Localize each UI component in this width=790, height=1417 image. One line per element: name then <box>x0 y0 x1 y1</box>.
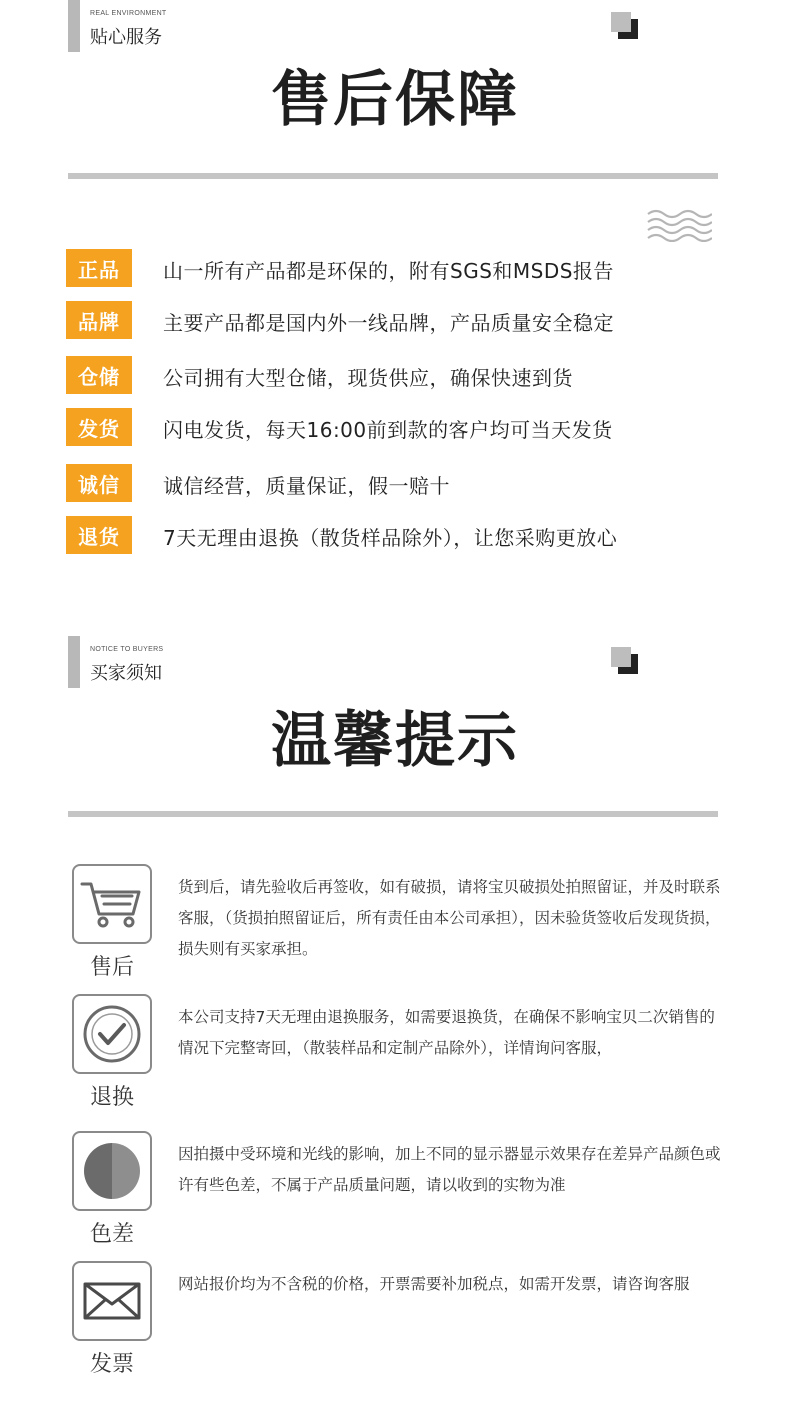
guarantee-text: 主要产品都是国内外一线品牌，产品质量安全稳定 <box>163 311 614 335</box>
notice-label: 售后 <box>89 955 134 980</box>
wave-lines-icon <box>646 208 712 242</box>
badge-storage: 仓储 <box>66 356 132 394</box>
guarantee-text: 诚信经营，质量保证，假一赔十 <box>163 474 450 498</box>
page-title-after-sales: 售后保障 <box>271 65 519 135</box>
badge-integrity: 诚信 <box>66 464 132 502</box>
tag-chinese: 贴心服务 <box>90 27 162 48</box>
tag-english: NOTICE TO BUYERS <box>90 646 164 653</box>
decorative-squares-icon <box>611 647 641 677</box>
icon-box <box>72 994 152 1074</box>
tag-chinese: 买家须知 <box>90 663 162 684</box>
icon-box <box>72 864 152 944</box>
notice-text: 货到后，请先验收后再签收，如有破损，请将宝贝破损处拍照留证，并及时联系客服，（货损拍照留证后，所有责任由本公司承担），因未验货签收后发现货损，损失则有买家承担。 <box>178 878 721 958</box>
shopping-cart-icon <box>74 866 150 942</box>
divider <box>68 811 718 817</box>
decorative-squares-icon <box>611 12 641 42</box>
divider <box>68 173 718 179</box>
badge-authentic: 正品 <box>66 249 132 287</box>
tag-english: REAL ENVIRONMENT <box>90 10 167 17</box>
guarantee-text: 7天无理由退换（散货样品除外），让您采购更放心 <box>163 526 618 550</box>
icon-box <box>72 1131 152 1211</box>
envelope-icon <box>74 1263 150 1339</box>
tag-bar <box>68 636 80 688</box>
badge-brand: 品牌 <box>66 301 132 339</box>
badge-shipping: 发货 <box>66 408 132 446</box>
notice-text: 因拍摄中受环境和光线的影响，加上不同的显示器显示效果存在差异产品颜色或许有些色差，不属于产品质量问题，请以收到的实物为准 <box>178 1145 721 1194</box>
guarantee-text: 山一所有产品都是环保的，附有SGS和MSDS报告 <box>163 259 614 283</box>
tag-bar <box>68 0 80 52</box>
guarantee-text: 公司拥有大型仓储，现货供应，确保快速到货 <box>163 366 573 390</box>
badge-returns: 退货 <box>66 516 132 554</box>
notice-text: 网站报价均为不含税的价格，开票需要补加税点，如需开发票，请咨询客服 <box>178 1275 690 1293</box>
notice-label: 发票 <box>89 1352 134 1377</box>
notice-text: 本公司支持7天无理由退换服务，如需要退换货，在确保不影响宝贝二次销售的情况下完整寄回，（散装样品和定制产品除外），详情询问客服， <box>178 1008 715 1057</box>
clock-check-icon <box>74 996 150 1072</box>
guarantee-text: 闪电发货，每天16:00前到款的客户均可当天发货 <box>163 418 613 442</box>
icon-box <box>72 1261 152 1341</box>
page-title-tips: 温馨提示 <box>271 706 519 776</box>
notice-label: 退换 <box>89 1085 134 1110</box>
color-difference-icon <box>74 1133 150 1209</box>
notice-label: 色差 <box>89 1222 134 1247</box>
